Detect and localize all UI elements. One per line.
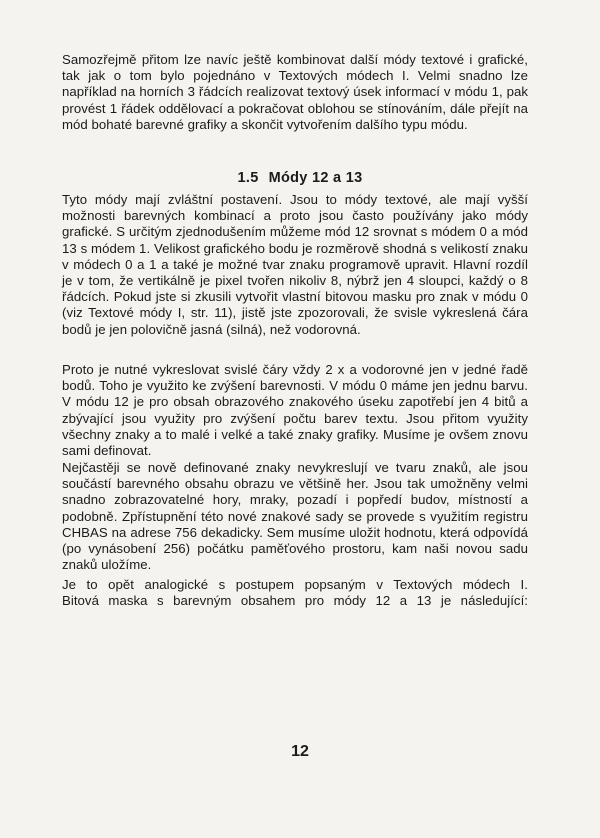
paragraph-4-line-1: Je to opět analogické s postupem popsaným v Textových módech I. [62, 577, 528, 592]
paragraph-2: Proto je nutné vykreslovat svislé čáry vždy 2 x a vodorovné jen v jedné řadě bodů. Toho je využito ke zvýšení barevnosti. V módu 0 máme jen jednu barvu. V módu 12 je pro obsah obrazového znakového úseku zapotřebí jen 4 bitů a zbývající jsou využity pro zvýšení počtu barev textu. Jsou přitom využity všechny znaky a to malé i velké a také znaky grafiky. Musíme je ovšem znovu sami definovat. [62, 362, 528, 459]
paragraph-1: Tyto módy mají zvláštní postavení. Jsou to módy textové, ale mají vyšší možnosti barevných kombinací a proto jsou často používány jako módy grafické. S určitým zjednodušením můžeme mód 12 srovnat s módem 0 a mód 13 s módem 1. Velikost grafického bodu je rozměrově shodná s velikostí znaku v módech 0 a 1 a také je možné tvar znaku programově upravit. Hlavní rozdíl je v tom, že vertikálně je pixel tvořen nikoliv 8, nýbrž jen 4 sloupci, každý o 8 řádcích. Pokud jste si zkusili vytvořit vlastní bitovou masku pro znak v módu 0 (viz Textové módy I, str. 11), jistě jste zpozorovali, že svisle vykreslená čára bodů je jen polovičně jasná (silná), než vodorovná. [62, 192, 528, 337]
paragraph-3: Nejčastěji se nově definované znaky nevykreslují ve tvaru znaků, ale jsou součástí barevného obsahu obrazu ve většině her. Jsou tak umožněny velmi snadno zobrazovatelné hory, mraky, pozadí i popředí budov, místností a podobně. Zpřístupnění této nové znakové sady se provede s využitím registru CHBAS na adrese 756 dekadicky. Sem musíme uložit hodnotu, která odpovídá (po vynásobení 256) počátku paměťového prostoru, kam naši novou sadu znaků uložíme. [62, 460, 528, 573]
page-number: 12 [291, 743, 309, 760]
paragraph-4-line-2: Bitová maska s barevným obsahem pro módy 12 a 13 je následující: [62, 593, 528, 609]
intro-paragraph: Samozřejmě přitom lze navíc ještě kombinovat další módy textové i grafické, tak jak o tom bylo pojednáno v Textových módech I. Velmi snadno lze například na horních 3 řádcích realizovat textový úsek informací v módu 1, pak provést 1 řádek oddělovací a pokračovat oblohou se stínováním, dále přejít na mód bohaté barevné grafiky a skončit vytvořením dalšího typu módu. [62, 52, 528, 132]
section-number: 1.5 [237, 170, 259, 186]
section-heading [0, 170, 600, 186]
section-title: Módy 12 a 13 [268, 170, 363, 186]
paragraph-4 [62, 577, 528, 609]
